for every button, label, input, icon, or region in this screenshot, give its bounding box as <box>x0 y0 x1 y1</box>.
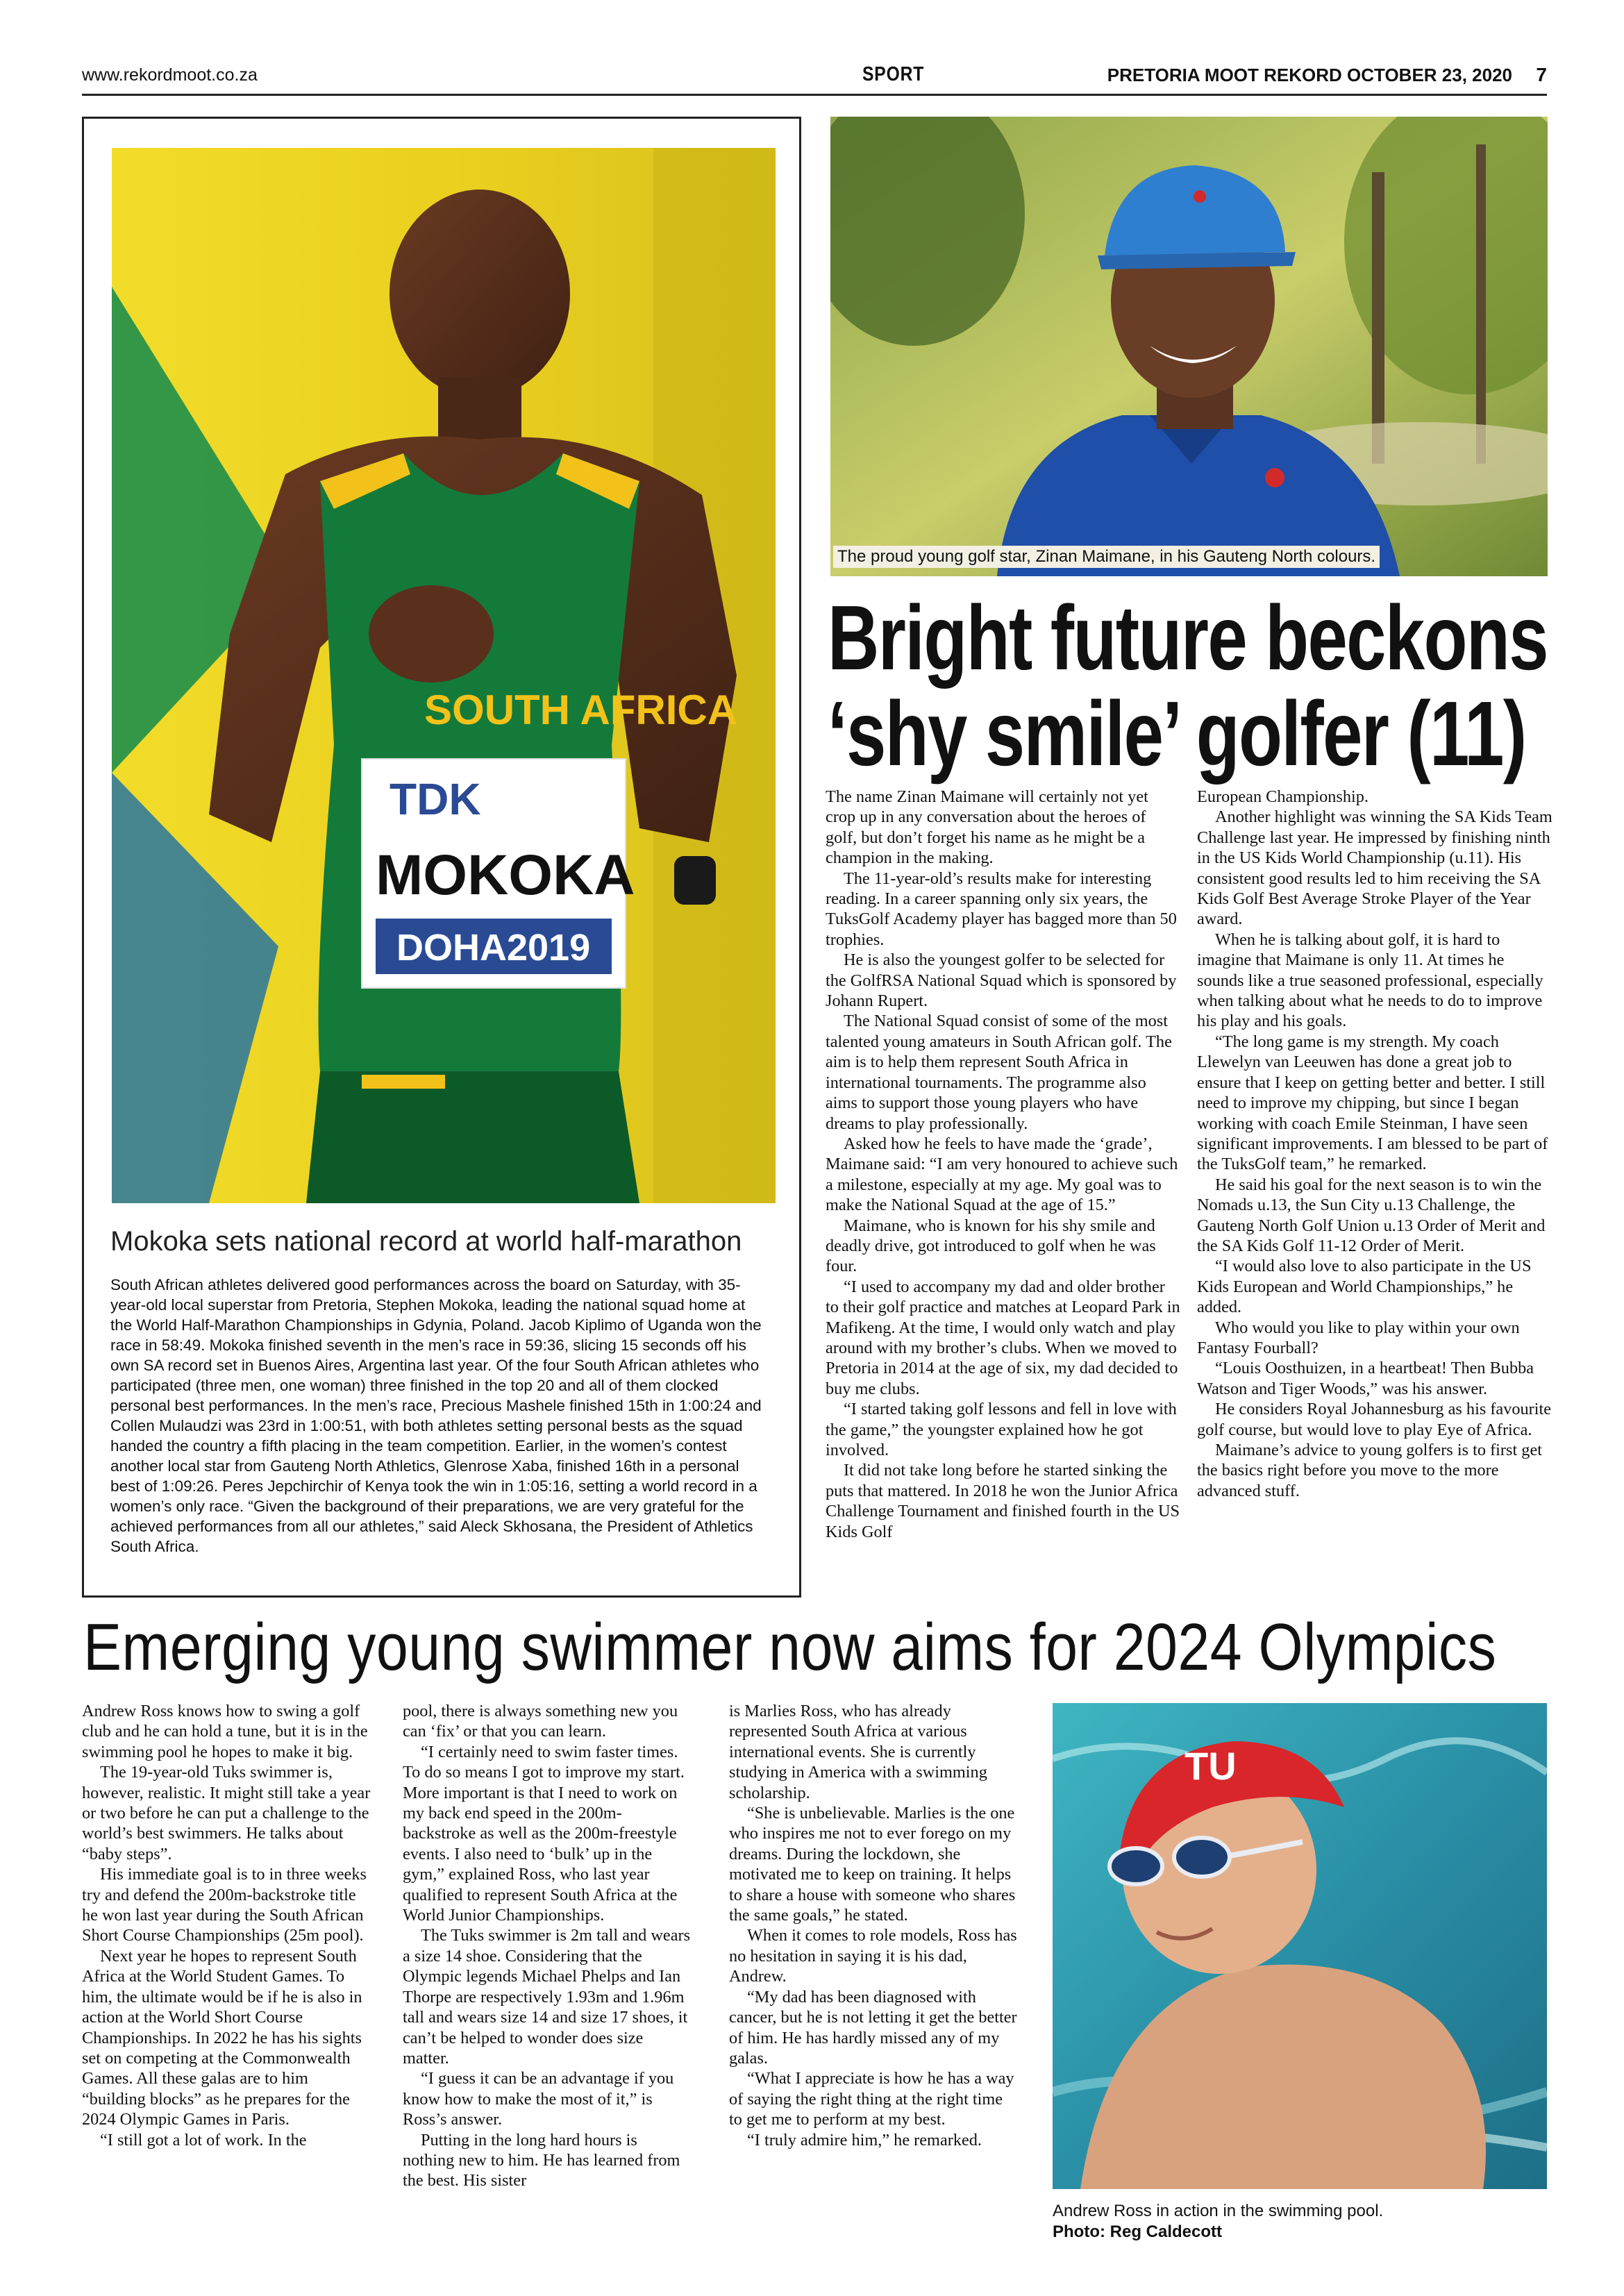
paragraph: “I used to accompany my dad and older brother to their golf practice and matches at Leopard Park in Mafikeng. At the time, I would only watch and play around with my brother’s clubs. When we moved to Pretoria in 2014 at the age of six, my dad decided to buy me clubs. <box>826 1277 1180 1398</box>
vest-text: SOUTH AFRICA <box>424 687 738 733</box>
swimmer-headline: Emerging young swimmer now aims for 2024 Olympics <box>83 1610 1497 1684</box>
swimmer-article-column-2 <box>403 1701 693 2191</box>
golfer-photo <box>830 117 1548 576</box>
paragraph: Asked how he feels to have made the ‘grade’, Maimane said: “I am very honoured to achieve such a milestone, especially at my age. My goal was to make the National Squad at the age of 15.” <box>826 1134 1178 1215</box>
paragraph: “I certainly need to swim faster times. To do so means I got to improve my start. More important is that I need to work on my back end speed in the 200m-backstroke as well as the 200m-freestyle events. I also need to ‘bulk’ up in the gym,” explained Ross, who last year qualified to represent South Africa at the World Junior Championships. <box>403 1742 685 1925</box>
paragraph: “I guess it can be an advantage if you know how to make the most of it,” is Ross’s answer. <box>403 2069 674 2129</box>
paragraph: The name Zinan Maimane will certainly not yet crop up in any conversation about the heroes of golf, but don’t forget his name as he might be a champion in the making. <box>826 787 1148 868</box>
paragraph: pool, there is always something new you can ‘fix’ or that you can learn. <box>403 1702 678 1741</box>
paragraph: “I would also love to also participate in the US Kids European and World Championships,” he added. <box>1197 1257 1532 1317</box>
golfer-headline-line-2: ‘shy smile’ golfer (11) <box>828 682 1526 785</box>
bib-name: MOKOKA <box>376 844 635 907</box>
paragraph: Maimane’s advice to young golfers is to first get the basics right before you move to the more advanced stuff. <box>1197 1441 1542 1500</box>
paragraph: The Tuks swimmer is 2m tall and wears a size 14 shoe. Considering that the Olympic legends Michael Phelps and Ian Thorpe are respectively 1.93m and 1.96m tall and wears size 14 and size 17 shoes, it can’t be helped to wonder does size matter. <box>403 1926 691 2068</box>
page-number: 7 <box>1536 64 1547 85</box>
golfer-headline <box>828 587 1548 785</box>
paragraph: “I still got a lot of work. In the <box>100 2130 307 2150</box>
paragraph: When he is talking about golf, it is hard to imagine that Maimane is only 11. At times he sounds like a true seasoned professional, especially when talking about what he needs to do to improve his play and his goals. <box>1197 930 1543 1031</box>
photo-credit: Photo: Reg Caldecott <box>1053 2222 1222 2241</box>
paragraph: Another highlight was winning the SA Kids Team Challenge last year. He impressed by finishing ninth in the US Kids World Championship (u.11). His consistent good results led to him receiving the SA Kids Golf Best Average Stroke Player of the Year award. <box>1197 807 1552 929</box>
paragraph: He is also the youngest golfer to be selected for the GolfRSA National Squad which is sponsored by Johann Rupert. <box>826 950 1177 1011</box>
paragraph: Who would you like to play within your own Fantasy Fourball? <box>1197 1318 1520 1357</box>
swimmer-photo <box>1053 1703 1547 2189</box>
paragraph: Next year he hopes to represent South Africa at the World Student Games. To him, the ultimate would be if he is also in action at the World Short Course Championships. In 2022 he has his sights set on competing at the Commonwealth Games. All these galas are to him “building blocks” as he prepares for the 2024 Olympic Games in Paris. <box>82 1946 362 2129</box>
swimmer-photo-caption <box>1053 2201 1383 2243</box>
mokoka-body-text: South African athletes delivered good performances across the board on Saturday, with 35-year-old local superstar from Pretoria, Stephen Mokoka, leading the national squad home at the World Half-Marathon Championships in Gdynia, Poland. Jacob Kiplimo of Uganda won the race in 58:49. Mokoka finished seventh in the men’s race in 59:36, slicing 15 seconds off his own SA record set in Buenos Aires, Argentina last year. Of the four South African athletes who participated (three men, one woman) three finished in the top 20 and all of them clocked personal best performances. In the men’s race, Precious Mashele finished 15th in 1:00:24 and Collen Mulaudzi was 23rd in 1:00:51, with both athletes setting personal bests as the squad handed the country a fifth placing in the team competition. Earlier, in the women’s contest another local star from Gauteng North Athletics, Glenrose Xaba, finished 16th in a personal best of 1:09:26. Peres Jepchirchir of Kenya took the win in 1:05:16, setting a world record in a women’s only race. “Given the background of their preparations, we are very grateful for the achieved performances from all our athletes,” said Aleck Skhosana, the President of Athletics South Africa. <box>110 1276 762 1555</box>
page-header <box>82 60 1547 96</box>
paragraph: The 11-year-old’s results make for interesting reading. In a career spanning only six years, the TuksGolf Academy player has bagged more than 50 trophies. <box>826 869 1177 949</box>
paragraph: The National Squad consist of some of the most talented young amateurs in South African golf. The aim is to help them represent South Africa in international tournaments. The programme also aims to support those young players who have dreams to play professionally. <box>826 1012 1172 1133</box>
paragraph: “She is unbelievable. Marlies is the one who inspires me not to ever forego on my dreams. During the lockdown, she motivated me to keep on training. It helps to share a house with someone who shares the same goals,” he stated. <box>729 1804 1016 1925</box>
paragraph: “What I appreciate is how he has a way of saying the right thing at the right time to get me to perform at my best. <box>729 2069 1014 2129</box>
paragraph: It did not take long before he started sinking the puts that mattered. In 2018 he won the Junior Africa Challenge Tournament and finished fourth in the US Kids Golf <box>826 1461 1180 1541</box>
bib-event: DOHA2019 <box>396 927 591 969</box>
paragraph: When it comes to role models, Ross has no hesitation in saying it is his dad, Andrew. <box>729 1926 1017 1986</box>
section-label: SPORT <box>862 63 925 85</box>
swimmer-article-column-3 <box>729 1701 1019 2150</box>
mokoka-caption-title: Mokoka sets national record at world half-marathon <box>110 1226 742 1257</box>
paragraph: Maimane, who is known for his shy smile and deadly drive, got introduced to golf when he was four. <box>826 1216 1156 1276</box>
golfer-article-column-1 <box>826 787 1181 1542</box>
paragraph: “The long game is my strength. My coach Llewelyn van Leeuwen has done a great job to ensure that I keep on getting better and better. I still need to improve my chipping, but since I began working with coach Emile Steinman, I have seen significant improvements. I am blessed to be part of the TuksGolf team,” he remarked. <box>1197 1032 1548 1174</box>
golfer-article-column-2 <box>1197 787 1552 1501</box>
paragraph: His immediate goal is to in three weeks try and defend the 200m-backstroke title he won last year during the South African Short Course Championships (25m pool). <box>82 1865 367 1945</box>
swimmer-caption-text: Andrew Ross in action in the swimming pool. <box>1053 2202 1384 2220</box>
paragraph: “My dad has been diagnosed with cancer, but he is not letting it get the better of him. He has hardly missed any of my galas. <box>729 1987 1017 2068</box>
paragraph: “I truly admire him,” he remarked. <box>747 2130 982 2150</box>
website-url[interactable]: www.rekordmoot.co.za <box>82 65 258 85</box>
golfer-headline-line-1: Bright future beckons <box>828 587 1548 689</box>
golfer-photo-caption: The proud young golf star, Zinan Maimane, in his Gauteng North colours. <box>833 546 1380 568</box>
paragraph: He said his goal for the next season is to win the Nomads u.13, the Sun City u.13 Challenge, the Gauteng North Golf Union u.13 Order of Merit and the SA Kids Golf 11-12 Order of Merit. <box>1197 1175 1546 1255</box>
dateline: PRETORIA MOOT REKORD OCTOBER 23, 2020 <box>1107 65 1512 85</box>
paragraph: The 19-year-old Tuks swimmer is, however, realistic. It might still take a year or two before he can put a challenge to the world’s best swimmers. He talks about “baby steps”. <box>82 1763 371 1863</box>
paragraph: is Marlies Ross, who has already represented South Africa at various international events. She is currently studying in America with a swimming scholarship. <box>729 1702 987 1802</box>
mokoka-runner-photo <box>112 148 776 1203</box>
cap-text: TU <box>1184 1744 1237 1788</box>
paragraph: European Championship. <box>1197 787 1368 806</box>
paragraph: “I started taking golf lessons and fell in love with the game,” the youngster explained how he got involved. <box>826 1400 1177 1459</box>
paragraph: Putting in the long hard hours is nothing new to him. He has learned from the best. His sister <box>403 2130 680 2190</box>
mokoka-story-box <box>82 117 801 1598</box>
swimmer-article-column-1 <box>82 1701 372 2150</box>
paragraph: “Louis Oosthuizen, in a heartbeat! Then Bubba Watson and Tiger Woods,” was his answer. <box>1197 1359 1534 1398</box>
paragraph: He considers Royal Johannesburg as his favourite golf course, but would love to play Eye of Africa. <box>1197 1400 1552 1439</box>
bib-brand: TDK <box>390 774 481 824</box>
paragraph: Andrew Ross knows how to swing a golf club and he can hold a tune, but it is in the swimming pool he hopes to make it big. <box>82 1702 368 1761</box>
